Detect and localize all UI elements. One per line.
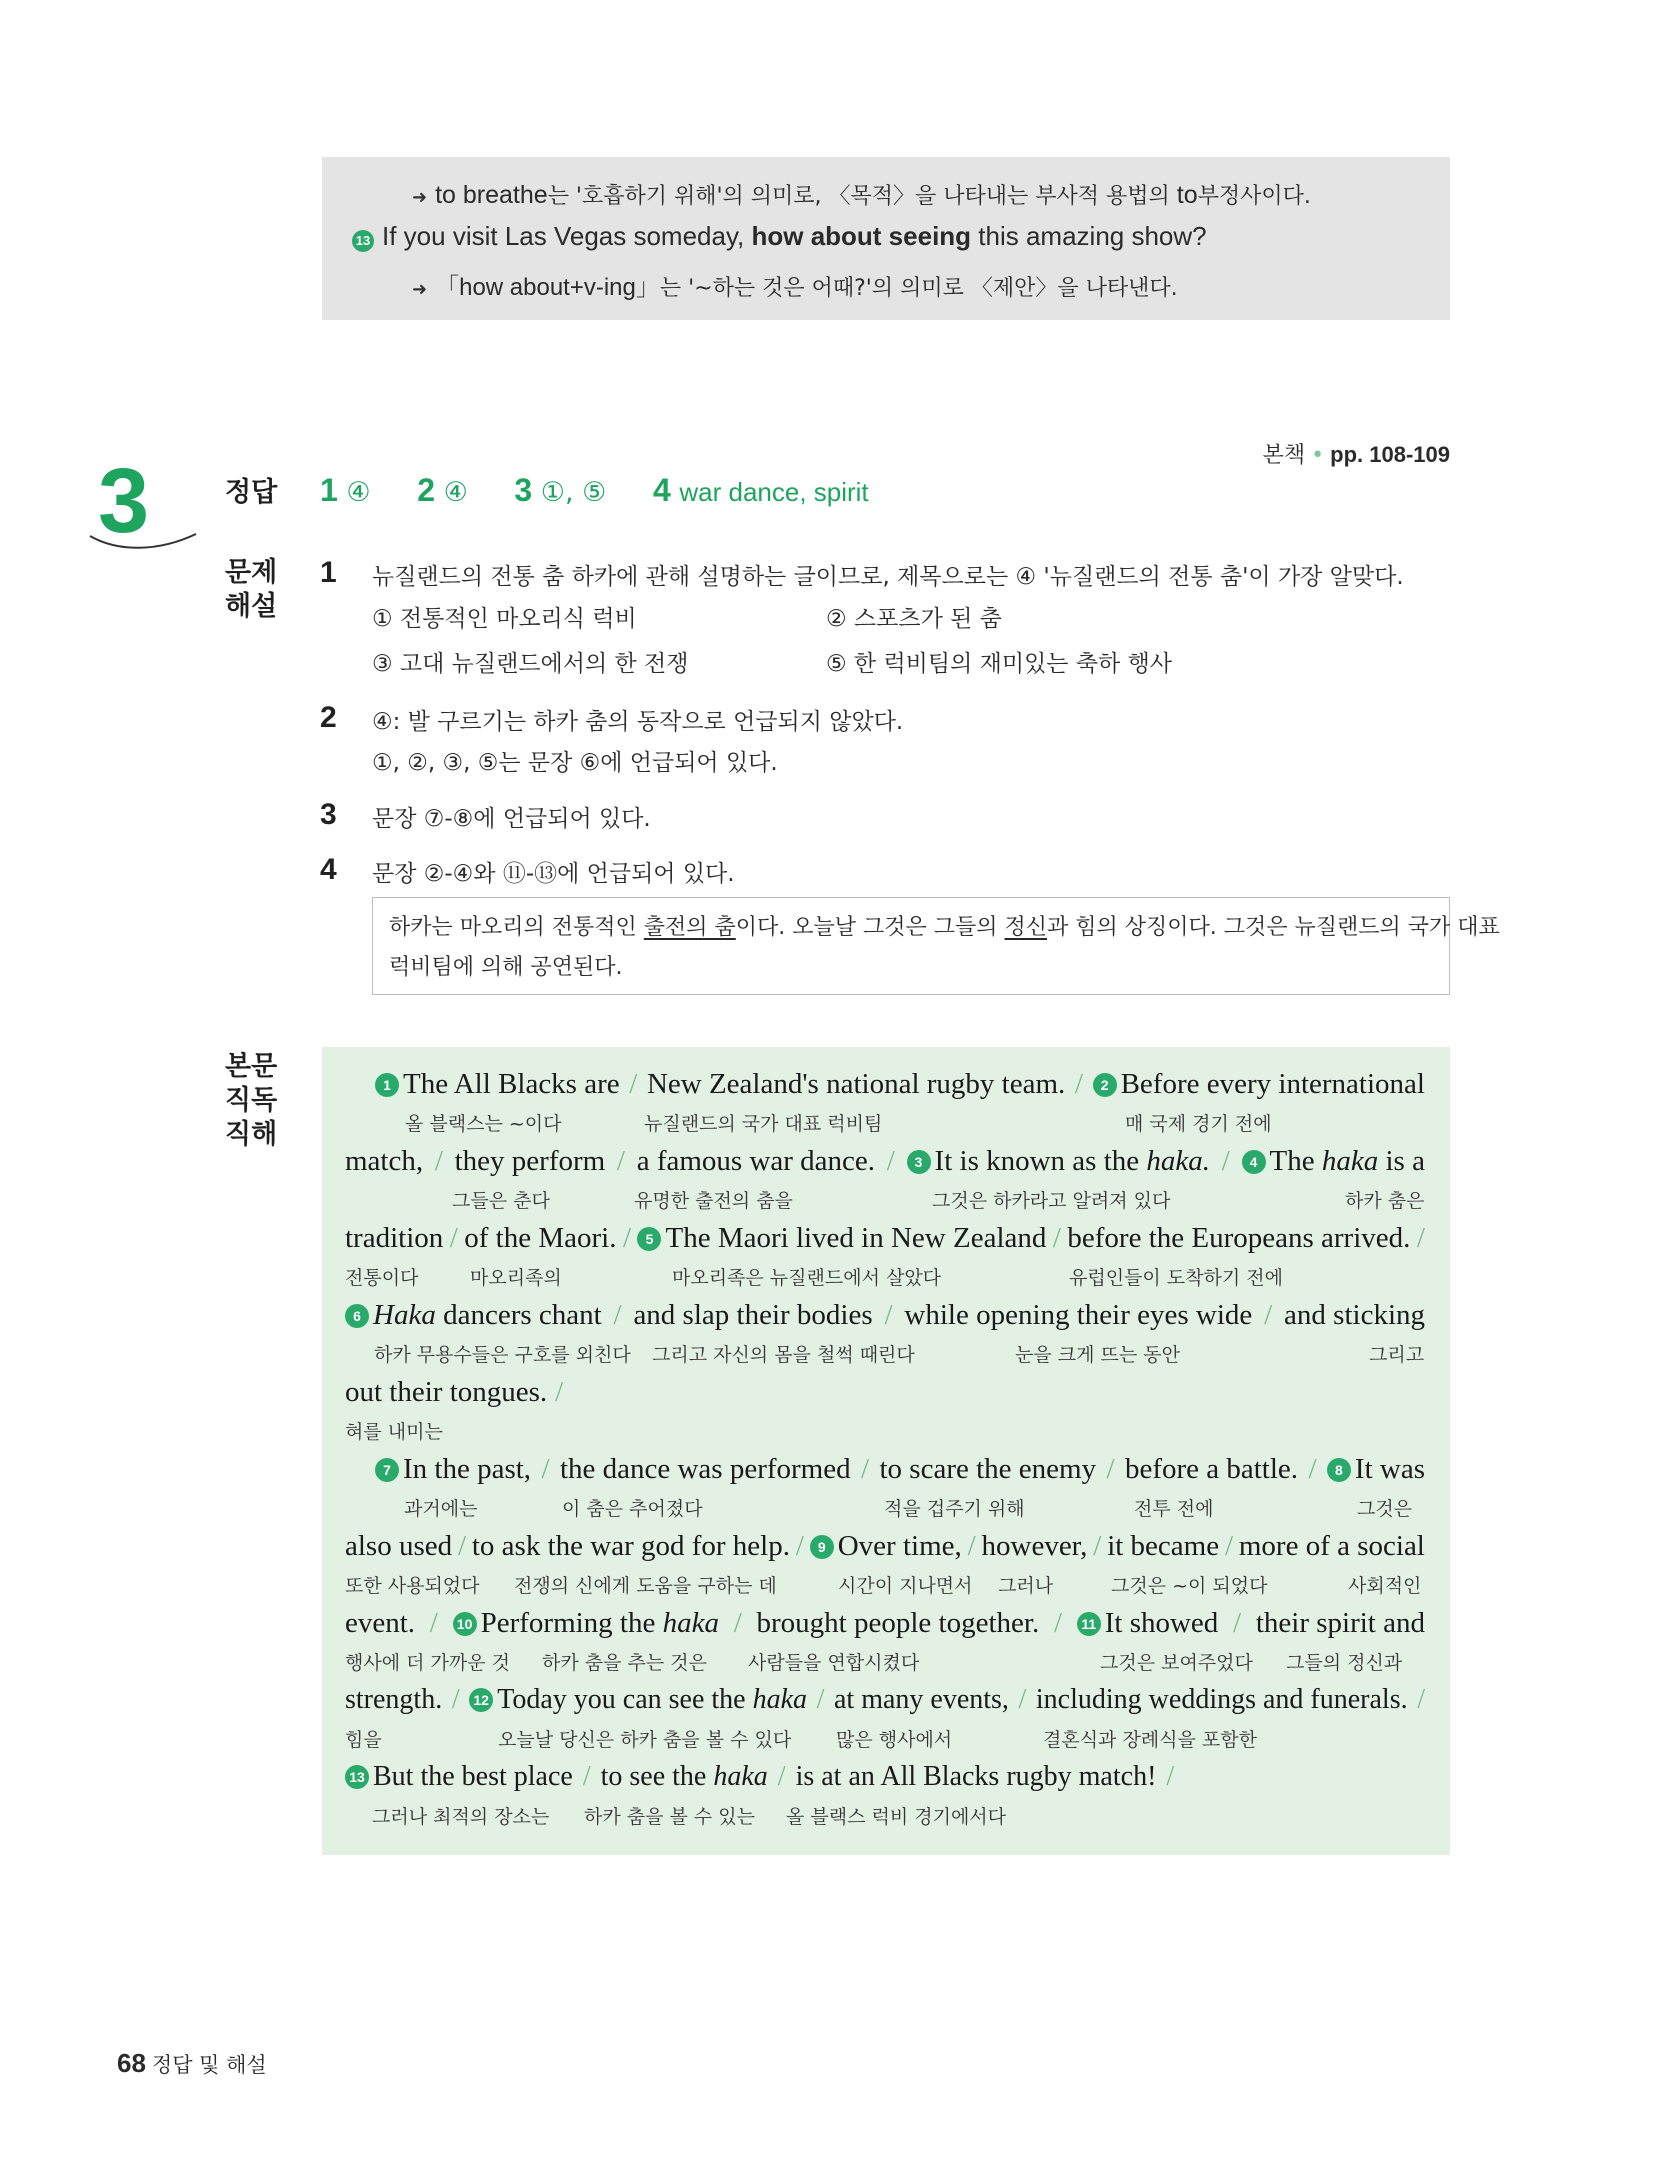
gloss: 시간이 지나면서 bbox=[838, 1575, 973, 1597]
gloss: 사람들을 연합시켰다 bbox=[748, 1652, 920, 1674]
sentence-number-badge: 11 bbox=[1077, 1612, 1101, 1636]
q2-explanation: ④: 발 구르기는 하카 춤의 동작으로 언급되지 않았다. bbox=[372, 709, 904, 735]
gloss: 그것은 bbox=[1357, 1498, 1413, 1520]
page-title: 정답 및 해설 bbox=[151, 2053, 267, 2077]
gloss: 또한 사용되었다 bbox=[345, 1575, 480, 1597]
gloss: 유럽인들이 도착하기 전에 bbox=[1069, 1267, 1283, 1289]
gloss: 그것은 ~이 되었다 bbox=[1111, 1575, 1268, 1597]
gloss: 그들은 춘다 bbox=[452, 1190, 550, 1212]
reading-line-4: 6 Haka dancers chant / and slap their bodies / while opening their eyes wide / and sticking bbox=[345, 1299, 1425, 1332]
arrow-icon: ➜ bbox=[412, 279, 428, 300]
gloss: 오늘날 당신은 하카 춤을 볼 수 있다 bbox=[498, 1729, 792, 1751]
sentence-number-badge: 6 bbox=[345, 1304, 369, 1328]
sentence-number-badge: 8 bbox=[1327, 1458, 1351, 1482]
gloss: 하카 무용수들은 구호를 외친다 bbox=[374, 1344, 631, 1366]
sentence-number-badge: 13 bbox=[352, 230, 374, 252]
answer-list: 1 ④ 2 ④ 3 ①, ⑤ 4 war dance, spirit bbox=[320, 472, 869, 508]
reading-line-7: also used / to ask the war god for help. / 9 Over time, / however, / it became / more of a social bbox=[345, 1530, 1425, 1562]
gloss: 행사에 더 가까운 것 bbox=[345, 1652, 510, 1674]
page-number: 68 bbox=[117, 2048, 146, 2078]
gloss: 사회적인 bbox=[1348, 1575, 1422, 1597]
summary-box bbox=[372, 897, 1500, 995]
question-number-1: 1 bbox=[320, 556, 337, 589]
q3-explanation: 문장 ⑦-⑧에 언급되어 있다. bbox=[372, 806, 651, 832]
gloss: 혀를 내미는 bbox=[345, 1421, 443, 1443]
sentence-number-badge: 4 bbox=[1242, 1150, 1266, 1174]
sentence-number-badge: 12 bbox=[469, 1688, 493, 1712]
gloss: 그것은 보여주었다 bbox=[1100, 1652, 1253, 1674]
gloss: 그리고 bbox=[1369, 1344, 1425, 1366]
gloss: 전통이다 bbox=[345, 1267, 419, 1289]
grammar-note-box bbox=[322, 157, 1450, 320]
question-number-4: 4 bbox=[320, 853, 337, 886]
page-footer bbox=[117, 2048, 267, 2079]
gloss: 많은 행사에서 bbox=[836, 1729, 953, 1751]
q1-explanation: 뉴질랜드의 전통 춤 하카에 관해 설명하는 글이므로, 제목으로는 ④ '뉴질랜드의 전통 춤'이 가장 알맞다. bbox=[372, 564, 1404, 590]
reading-line-10: 13 But the best place / to see the haka / is at an All Blacks rugby match! / bbox=[345, 1761, 1425, 1793]
gloss: 그리고 자신의 몸을 철썩 때린다 bbox=[652, 1344, 915, 1366]
note-line-1: ➜ to breathe는 '호흡하기 위해'의 의미로, 〈목적〉을 나타내는 부사적 용법의 to부정사이다. bbox=[412, 181, 1311, 209]
sentence-number-badge: 10 bbox=[453, 1612, 477, 1636]
gloss: 눈을 크게 뜨는 동안 bbox=[1015, 1344, 1180, 1366]
reading-line-1: 1 The All Blacks are / New Zealand's national rugby team. / 2 Before every international bbox=[375, 1068, 1425, 1101]
bullet-dot-icon: • bbox=[1311, 443, 1325, 468]
answer-label: 정답 bbox=[225, 477, 278, 508]
book-page-reference: 본책 • pp. 108-109 bbox=[1262, 442, 1450, 468]
gloss: 유명한 출전의 춤을 bbox=[634, 1190, 793, 1212]
gloss: 그러나 bbox=[998, 1575, 1054, 1597]
gloss: 하카 춤을 추는 것은 bbox=[542, 1652, 707, 1674]
gloss: 적을 겁주기 위해 bbox=[884, 1498, 1025, 1520]
sentence-number-badge: 9 bbox=[810, 1535, 834, 1559]
gloss: 하카 춤을 볼 수 있는 bbox=[584, 1806, 755, 1828]
note-line-3: ➜ 「how about+v-ing」는 '~하는 것은 어때?'의 의미로 〈제안〉을 나타낸다. bbox=[412, 274, 1178, 301]
gloss: 그러나 최적의 장소는 bbox=[372, 1806, 550, 1828]
gloss: 마오리족의 bbox=[470, 1267, 562, 1289]
q1-option: ③ 고대 뉴질랜드에서의 한 전쟁 bbox=[372, 651, 689, 677]
section-number: 3 bbox=[98, 450, 150, 552]
q1-option: ② 스포츠가 된 춤 bbox=[826, 606, 1002, 632]
q2-explanation: ①, ②, ③, ⑤는 문장 ⑥에 언급되어 있다. bbox=[372, 750, 778, 776]
summary-line-2: 럭비팀에 의해 공연된다. bbox=[389, 955, 623, 980]
gloss: 하카 춤은 bbox=[1345, 1190, 1425, 1212]
sentence-number-badge: 5 bbox=[637, 1227, 661, 1251]
reading-line-5: out their tongues. / bbox=[345, 1376, 564, 1408]
arrow-icon: ➜ bbox=[412, 187, 428, 208]
question-number-3: 3 bbox=[320, 798, 337, 831]
gloss: 전투 전에 bbox=[1134, 1498, 1214, 1520]
explain-label: 문제 해설 bbox=[225, 557, 278, 622]
reading-line-6: 7 In the past, / the dance was performed / to scare the enemy / before a battle. / 8 It was bbox=[375, 1453, 1425, 1486]
reading-line-8: event. / 10 Performing the haka / brought people together. / 11 It showed / their spirit and bbox=[345, 1607, 1425, 1639]
note-sentence-13: 13 If you visit Las Vegas someday, how about seeing this amazing show? bbox=[352, 221, 1207, 252]
sentence-number-badge: 2 bbox=[1093, 1073, 1117, 1097]
reading-line-9: strength. / 12 Today you can see the haka / at many events, / including weddings and funerals. / bbox=[345, 1684, 1425, 1715]
gloss: 뉴질랜드의 국가 대표 럭비팀 bbox=[644, 1113, 883, 1135]
reading-line-3: tradition / of the Maori. / 5 The Maori lived in New Zealand / before the Europeans arrived. / bbox=[345, 1222, 1425, 1254]
gloss: 올 블랙스 럭비 경기에서다 bbox=[786, 1806, 1007, 1828]
q1-option: ⑤ 한 럭비팀의 재미있는 축하 행사 bbox=[826, 651, 1173, 677]
q4-explanation: 문장 ②-④와 ⑪-⑬에 언급되어 있다. bbox=[372, 861, 735, 887]
reading-label: 본문 직독 직해 bbox=[225, 1051, 278, 1150]
gloss: 매 국제 경기 전에 bbox=[1125, 1113, 1272, 1135]
sentence-number-badge: 13 bbox=[345, 1765, 369, 1789]
question-number-2: 2 bbox=[320, 701, 337, 734]
gloss: 이 춤은 추어졌다 bbox=[562, 1498, 703, 1520]
gloss: 그것은 하카라고 알려져 있다 bbox=[932, 1190, 1171, 1212]
sentence-number-badge: 3 bbox=[907, 1150, 931, 1174]
gloss: 결혼식과 장례식을 포함한 bbox=[1043, 1729, 1257, 1751]
sentence-number-badge: 1 bbox=[375, 1073, 399, 1097]
gloss: 과거에는 bbox=[404, 1498, 478, 1520]
sentence-number-badge: 7 bbox=[375, 1458, 399, 1482]
gloss: 전쟁의 신에게 도움을 구하는 데 bbox=[514, 1575, 777, 1597]
gloss: 힘을 bbox=[345, 1729, 382, 1751]
reading-line-2: match, / they perform / a famous war dance. / 3 It is known as the haka. / 4 The haka is a bbox=[345, 1145, 1425, 1177]
section-swoosh-icon bbox=[88, 530, 198, 554]
summary-line-1: 하카는 마오리의 전통적인 출전의 춤이다. 오늘날 그것은 그들의 정신과 힘의 상징이다. 그것은 뉴질랜드의 국가 대표 bbox=[389, 915, 1500, 940]
gloss: 그들의 정신과 bbox=[1286, 1652, 1403, 1674]
gloss: 마오리족은 뉴질랜드에서 살았다 bbox=[672, 1267, 942, 1289]
q1-option: ① 전통적인 마오리식 럭비 bbox=[372, 606, 637, 632]
gloss: 올 블랙스는 ~이다 bbox=[405, 1113, 562, 1135]
